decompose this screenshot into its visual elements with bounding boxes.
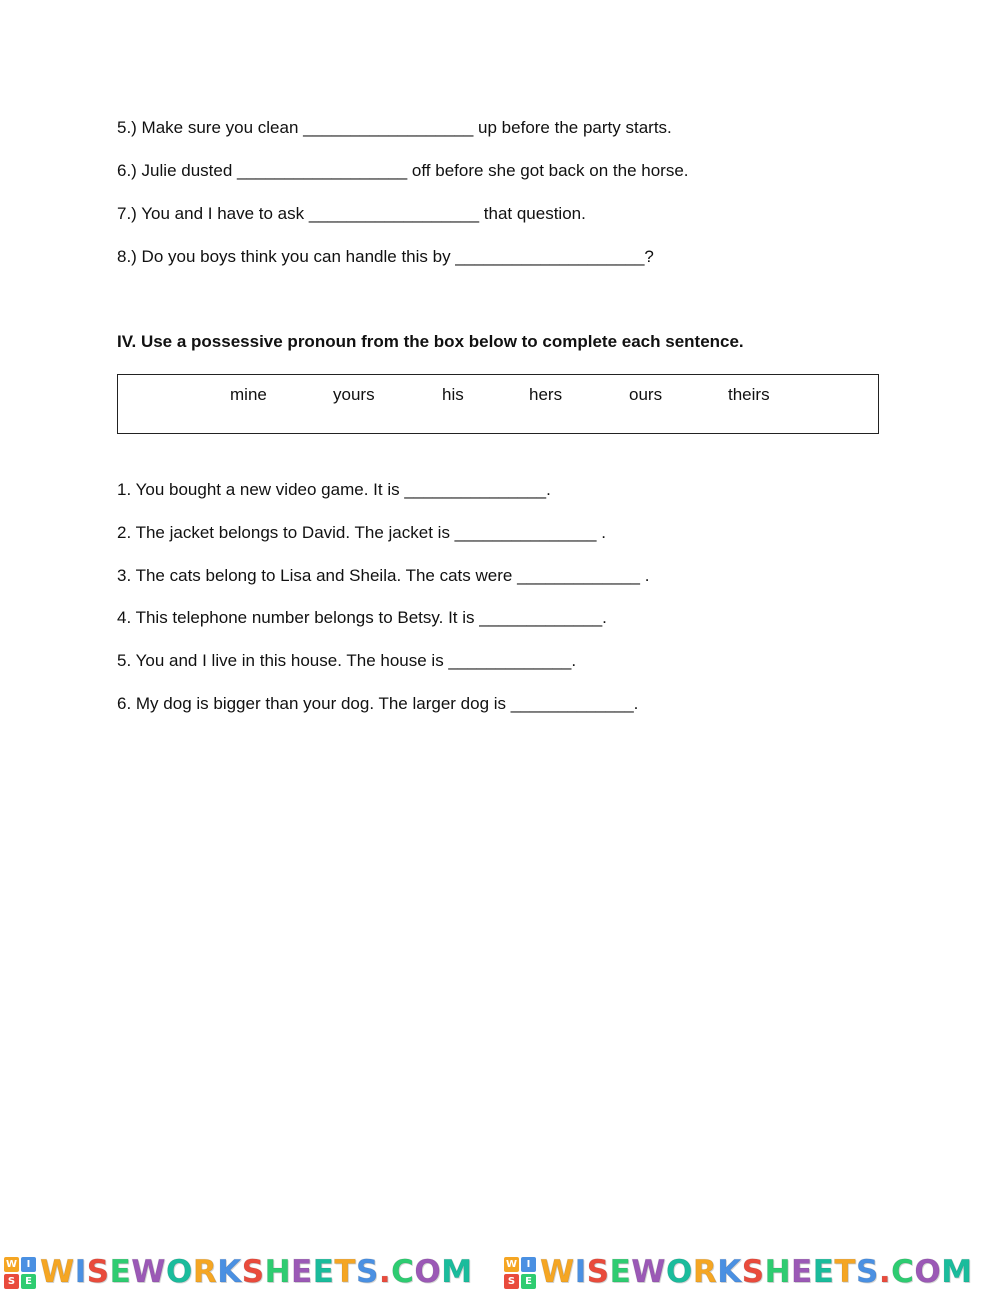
logo-cell: W bbox=[5, 1258, 18, 1270]
word-bank-item: theirs bbox=[728, 385, 770, 404]
exercise-4-item-6: 6. My dog is bigger than your dog. The larger dog is _____________. bbox=[117, 694, 639, 713]
footer-brand-left bbox=[0, 1254, 500, 1291]
section-4-heading: IV. Use a possessive pronoun from the box below to complete each sentence. bbox=[117, 332, 744, 351]
word-bank-item: hers bbox=[529, 385, 563, 404]
word-bank-item: yours bbox=[333, 385, 375, 404]
logo-cell: S bbox=[4, 1274, 19, 1289]
exercise-3-item-5: 5.) Make sure you clean __________________ up before the party starts. bbox=[117, 118, 672, 137]
logo-icon bbox=[4, 1257, 36, 1289]
exercise-4-item-4: 4. This telephone number belongs to Betsy. It is _____________. bbox=[117, 608, 607, 627]
exercise-3-item-8: 8.) Do you boys think you can handle this by ____________________? bbox=[117, 247, 654, 266]
word-bank-item: ours bbox=[629, 385, 663, 404]
exercise-3-item-7: 7.) You and I have to ask __________________ that question. bbox=[117, 204, 586, 223]
logo-cell: I bbox=[21, 1257, 36, 1272]
exercise-4-item-1: 1. You bought a new video game. It is _______________. bbox=[117, 480, 551, 499]
logo-cell: S bbox=[504, 1274, 519, 1289]
footer-brand-right bbox=[500, 1254, 1000, 1291]
exercise-4-item-2: 2. The jacket belongs to David. The jacket is _______________ . bbox=[117, 523, 606, 542]
exercise-4-item-5: 5. You and I live in this house. The house is _____________. bbox=[117, 651, 577, 670]
logo-cell: W bbox=[505, 1258, 518, 1270]
logo-cell: E bbox=[521, 1274, 536, 1289]
word-bank-item: his bbox=[442, 385, 464, 404]
brand-text: WISEWORKSHEETS.COM bbox=[40, 1254, 473, 1290]
logo-cell: E bbox=[21, 1274, 36, 1289]
word-bank-box bbox=[117, 374, 879, 434]
exercise-4-item-3: 3. The cats belong to Lisa and Sheila. The cats were _____________ . bbox=[117, 566, 650, 585]
footer-watermark bbox=[0, 1254, 1000, 1291]
word-bank-item: mine bbox=[230, 385, 267, 404]
exercise-3-item-6: 6.) Julie dusted __________________ off before she got back on the horse. bbox=[117, 161, 689, 180]
brand-text: WISEWORKSHEETS.COM bbox=[540, 1254, 973, 1290]
logo-cell: I bbox=[521, 1257, 536, 1272]
logo-icon bbox=[504, 1257, 536, 1289]
